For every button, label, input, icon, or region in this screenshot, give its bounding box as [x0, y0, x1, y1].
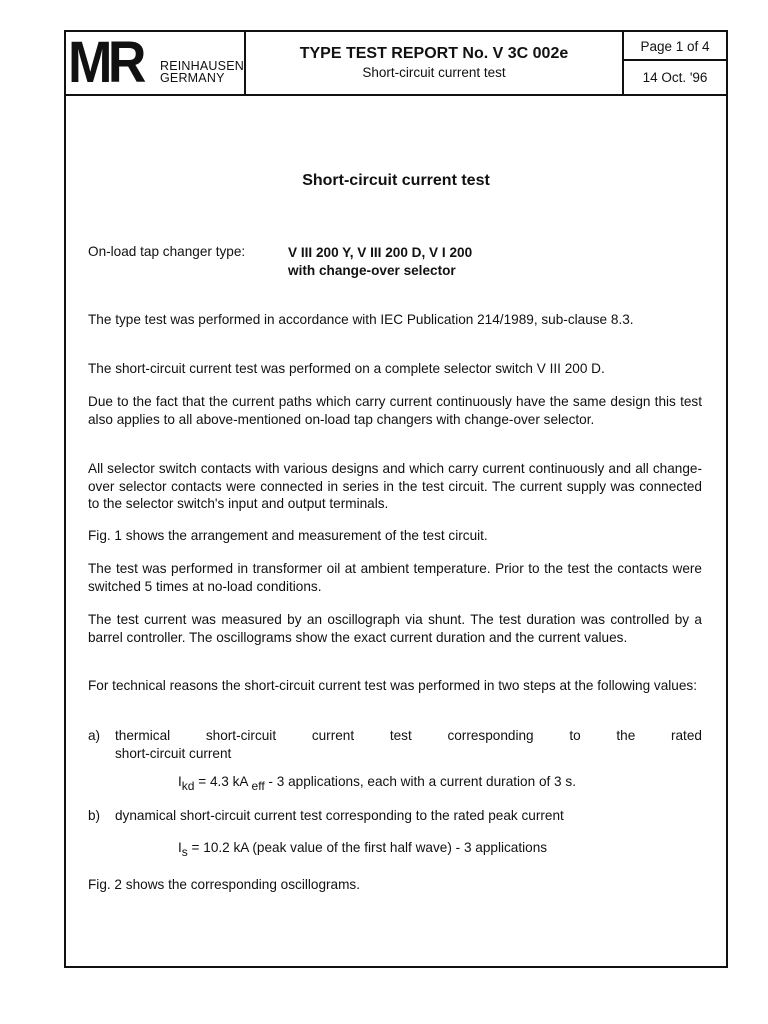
- formula-subscript: kd: [181, 779, 195, 793]
- list-item-a: [88, 727, 702, 762]
- list-item-b-text: dynamical short-circuit current test corresponding to the rated peak current: [115, 808, 564, 823]
- paragraph-current-paths: Due to the fact that the current paths which carry current continuously have the same design this test also applies to all above-mentioned on-load tap changers with change-over selector.: [88, 394, 702, 427]
- formula-symbol: I: [178, 774, 182, 789]
- paragraph-standard: The type test was performed in accordance with IEC Publication 214/1989, sub-clause 8.3.: [88, 312, 634, 327]
- list-marker-a: a): [88, 728, 101, 743]
- word: to: [569, 728, 581, 743]
- list-item-b: [88, 807, 702, 825]
- document-heading: Short-circuit current test: [302, 172, 490, 189]
- logo-mark: MR: [68, 30, 142, 95]
- word: corresponding: [447, 728, 534, 743]
- word: short-circuit: [205, 728, 277, 743]
- tapchanger-selector: with change-over selector: [288, 263, 456, 278]
- paragraph-oil: The test was performed in transformer oil at ambient temperature. Prior to the test the contacts were switched 5 times at no-load conditions.: [88, 561, 702, 594]
- company-logo: [66, 32, 246, 94]
- list-item-a-text: [115, 727, 702, 762]
- formula-rest: - 3 applications, each with a current duration of 3 s.: [264, 774, 576, 789]
- list-marker-b: b): [88, 808, 101, 823]
- formula-subscript-eff: eff: [251, 779, 265, 793]
- tapchanger-value: [288, 244, 472, 280]
- paragraph-fig2: Fig. 2 shows the corresponding oscillograms.: [88, 877, 361, 892]
- tapchanger-label: On-load tap changer type:: [88, 244, 246, 259]
- list-item-a-line-2: short-circuit current: [115, 745, 232, 761]
- page-number: Page 1 of 4: [624, 32, 726, 61]
- list-item-a-line-1: [115, 727, 702, 745]
- paragraph-oscillograph: The test current was measured by an oscillograph via shunt. The test duration was controlled by a barrel controller. The oscillograms show the exact current duration and the current values.: [88, 612, 702, 645]
- paragraph-two-steps: For technical reasons the short-circuit current test was performed in two steps at the following values:: [88, 678, 697, 693]
- formula-rest: = 10.2 kA (peak value of the first half wave) - 3 applications: [187, 840, 548, 855]
- report-header: [66, 32, 726, 96]
- word: thermical: [115, 728, 171, 743]
- report-title-block: [246, 32, 624, 94]
- logo-line-2: GERMANY: [160, 71, 225, 85]
- word: the: [616, 728, 636, 743]
- report-subtitle: Short-circuit current test: [362, 65, 506, 80]
- report-title: TYPE TEST REPORT No. V 3C 002e: [299, 45, 569, 62]
- formula-is: [178, 840, 547, 859]
- paragraph-fig1: Fig. 1 shows the arrangement and measurement of the test circuit.: [88, 528, 488, 543]
- word: test: [389, 728, 412, 743]
- logo-text: [160, 60, 244, 84]
- paragraph-contacts: All selector switch contacts with various designs and which carry current continuously and all change-over selector contacts were connected in series in the test circuit. The current supply was connected to the selector switch's input and output terminals.: [88, 461, 702, 511]
- tapchanger-types: V III 200 Y, V III 200 D, V I 200: [288, 245, 473, 260]
- word: current: [311, 728, 355, 743]
- paragraph-selector-switch: The short-circuit current test was performed on a complete selector switch V III 200 D.: [88, 361, 605, 376]
- logo-line-1: REINHAUSEN: [160, 59, 244, 73]
- formula-value: = 4.3 kA: [194, 774, 252, 789]
- formula-ikd: [178, 774, 576, 793]
- formula-symbol: I: [178, 840, 182, 855]
- report-meta: [624, 32, 726, 94]
- word: rated: [670, 728, 702, 743]
- report-date: 14 Oct. '96: [642, 70, 708, 85]
- formula-subscript: s: [181, 845, 188, 859]
